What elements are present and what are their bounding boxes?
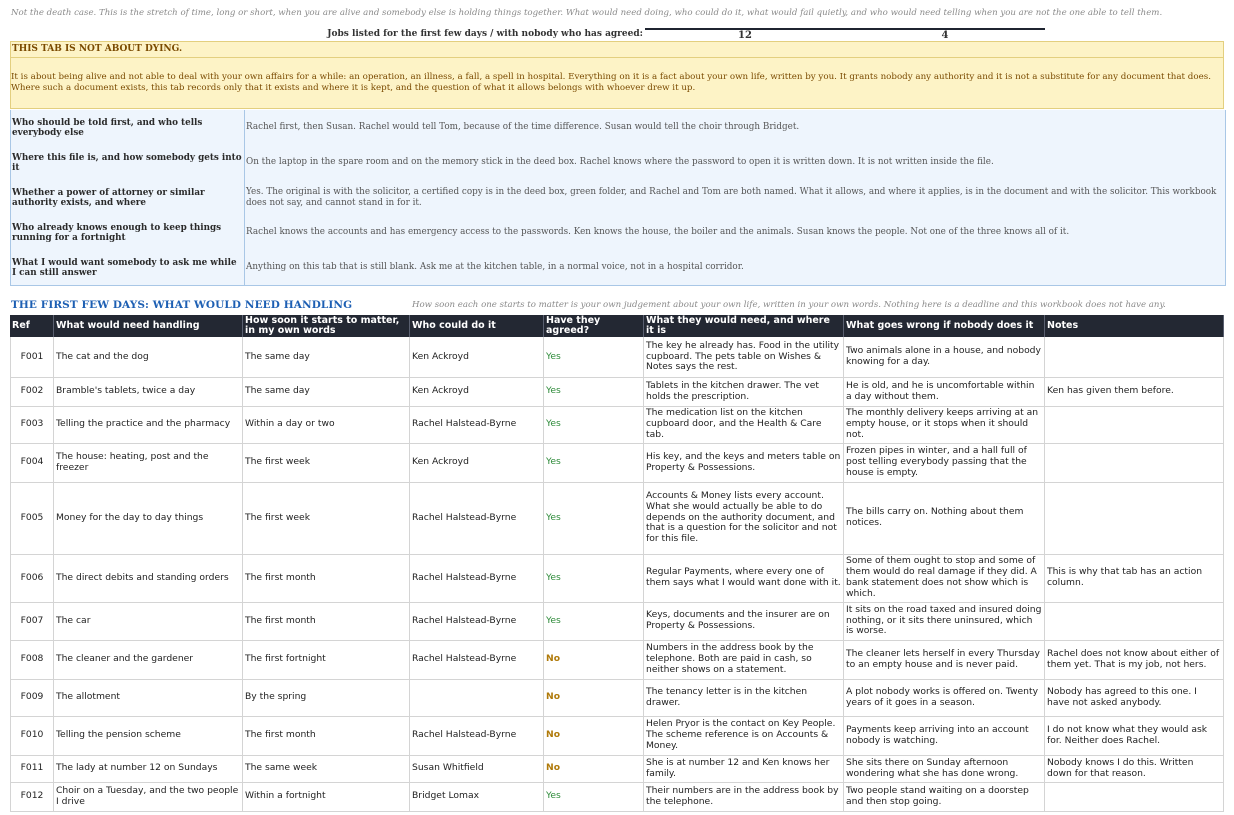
info-row xyxy=(10,145,1226,181)
when-cell[interactable]: Within a fortnight xyxy=(243,782,410,811)
agreed-cell[interactable]: Yes xyxy=(544,782,644,811)
what-cell[interactable]: Telling the practice and the pharmacy xyxy=(54,406,243,443)
what-cell[interactable]: The allotment xyxy=(54,679,243,716)
wrong-cell[interactable]: Frozen pipes in winter, and a hall full of post telling everybody passing that the house is empty. xyxy=(844,443,1045,482)
wrong-cell[interactable]: A plot nobody works is offered on. Twenty years of it goes in a season. xyxy=(844,679,1045,716)
table-row[interactable] xyxy=(10,337,1224,378)
ref-cell[interactable]: F004 xyxy=(10,443,54,482)
agreed-cell[interactable]: Yes xyxy=(544,602,644,640)
wrong-cell[interactable]: Payments keep arriving into an account nobody is watching. xyxy=(844,716,1045,755)
info-answer[interactable]: Rachel first, then Susan. Rachel would tell Tom, because of the time difference. Susan would tell the choir through Bridget. xyxy=(246,122,800,133)
need-cell[interactable]: Helen Pryor is the contact on Key People. The scheme reference is on Accounts & Money. xyxy=(644,716,844,755)
what-cell[interactable]: The lady at number 12 on Sundays xyxy=(54,755,243,782)
who-cell[interactable]: Ken Ackroyd xyxy=(410,443,544,482)
wrong-cell[interactable]: The bills carry on. Nothing about them notices. xyxy=(844,482,1045,554)
section-note: How soon each one starts to matter is your own judgement about your own life, written in your own words. Nothing here is a deadline and this workbook does not have any. xyxy=(412,300,1166,310)
ref-cell[interactable]: F011 xyxy=(10,755,54,782)
section-title: THE FIRST FEW DAYS: WHAT WOULD NEED HANDLING xyxy=(11,299,353,311)
what-cell[interactable]: Bramble's tablets, twice a day xyxy=(54,377,243,406)
agreed-cell[interactable]: No xyxy=(544,716,644,755)
table-row[interactable] xyxy=(10,755,1224,783)
column-header[interactable]: Who could do it xyxy=(410,315,544,337)
count-agreed: 4 xyxy=(941,30,949,41)
column-header[interactable]: What would need handling xyxy=(54,315,243,337)
agreed-cell[interactable]: Yes xyxy=(544,337,644,377)
info-answer[interactable]: Rachel knows the accounts and has emergency access to the passwords. Ken knows the house, the boiler and the animals. Susan knows the people. Not one of the three knows all of it. xyxy=(246,227,1070,238)
agreed-cell[interactable]: No xyxy=(544,679,644,716)
when-cell[interactable]: The first fortnight xyxy=(243,640,410,679)
table-row[interactable] xyxy=(10,554,1224,603)
what-cell[interactable]: Choir on a Tuesday, and the two people I drive xyxy=(54,782,243,811)
notes-cell[interactable]: This is why that tab has an action column. xyxy=(1045,554,1224,602)
table-row[interactable] xyxy=(10,482,1224,555)
when-cell[interactable]: By the spring xyxy=(243,679,410,716)
what-cell[interactable]: The car xyxy=(54,602,243,640)
banner-title: THIS TAB IS NOT ABOUT DYING. xyxy=(11,42,1223,58)
what-cell[interactable]: The cleaner and the gardener xyxy=(54,640,243,679)
need-cell[interactable]: Numbers in the address book by the telephone. Both are paid in cash, so neither shows on a statement. xyxy=(644,640,844,679)
ref-cell[interactable]: F003 xyxy=(10,406,54,443)
need-cell[interactable]: His key, and the keys and meters table on Property & Possessions. xyxy=(644,443,844,482)
ref-cell[interactable]: F010 xyxy=(10,716,54,755)
when-cell[interactable]: The first week xyxy=(243,482,410,554)
column-header[interactable]: Notes xyxy=(1045,315,1224,337)
need-cell[interactable]: The medication list on the kitchen cupboard door, and the Health & Care tab. xyxy=(644,406,844,443)
info-row xyxy=(10,110,1226,146)
notes-cell[interactable] xyxy=(1045,406,1224,443)
when-cell[interactable]: The same day xyxy=(243,377,410,406)
ref-cell[interactable]: F006 xyxy=(10,554,54,602)
need-cell[interactable]: The key he already has. Food in the utility cupboard. The pets table on Wishes & Notes says the rest. xyxy=(644,337,844,377)
who-cell[interactable]: Rachel Halstead-Byrne xyxy=(410,602,544,640)
info-answer[interactable]: On the laptop in the spare room and on the memory stick in the deed box. Rachel knows where the password to open it is written down. It is not written inside the file. xyxy=(246,157,994,168)
table-row[interactable] xyxy=(10,602,1224,641)
ref-cell[interactable]: F008 xyxy=(10,640,54,679)
notes-cell[interactable]: Nobody has agreed to this one. I have not asked anybody. xyxy=(1045,679,1224,716)
who-cell[interactable]: Rachel Halstead-Byrne xyxy=(410,640,544,679)
wrong-cell[interactable]: She sits there on Sunday afternoon wondering what she has done wrong. xyxy=(844,755,1045,782)
column-header[interactable]: What goes wrong if nobody does it xyxy=(844,315,1045,337)
who-cell[interactable]: Rachel Halstead-Byrne xyxy=(410,716,544,755)
when-cell[interactable]: The same week xyxy=(243,755,410,782)
what-cell[interactable]: Telling the pension scheme xyxy=(54,716,243,755)
agreed-cell[interactable]: Yes xyxy=(544,443,644,482)
need-cell[interactable]: She is at number 12 and Ken knows her family. xyxy=(644,755,844,782)
notes-cell[interactable]: I do not know what they would ask for. Neither does Rachel. xyxy=(1045,716,1224,755)
agreed-cell[interactable]: Yes xyxy=(544,554,644,602)
wrong-cell[interactable]: Two people stand waiting on a doorstep and then stop going. xyxy=(844,782,1045,811)
table-row[interactable] xyxy=(10,716,1224,756)
notes-cell[interactable]: Nobody knows I do this. Written down for that reason. xyxy=(1045,755,1224,782)
info-answer[interactable]: Anything on this tab that is still blank. Ask me at the kitchen table, in a normal voice, not in a hospital corridor. xyxy=(246,262,744,273)
table-row[interactable] xyxy=(10,640,1224,680)
notes-cell[interactable] xyxy=(1045,337,1224,377)
info-question: Who already knows enough to keep things running for a fortnight xyxy=(11,215,245,250)
table-row[interactable] xyxy=(10,406,1224,444)
info-question: Where this file is, and how somebody gets into it xyxy=(11,145,245,180)
info-question: Who should be told first, and who tells everybody else xyxy=(11,110,245,145)
notes-cell[interactable] xyxy=(1045,482,1224,554)
info-question: Whether a power of attorney or similar authority exists, and where xyxy=(11,180,245,215)
when-cell[interactable]: The first month xyxy=(243,554,410,602)
agreed-cell[interactable]: Yes xyxy=(544,482,644,554)
need-cell[interactable]: Regular Payments, where every one of them says what I would want done with it. xyxy=(644,554,844,602)
when-cell[interactable]: Within a day or two xyxy=(243,406,410,443)
info-row xyxy=(10,250,1226,286)
wrong-cell[interactable]: The cleaner lets herself in every Thursday to an empty house and is never paid. xyxy=(844,640,1045,679)
wrong-cell[interactable]: Some of them ought to stop and some of them would do real damage if they did. A bank statement does not show which is which. xyxy=(844,554,1045,602)
who-cell[interactable]: Rachel Halstead-Byrne xyxy=(410,482,544,554)
who-cell[interactable]: Susan Whitfield xyxy=(410,755,544,782)
banner-text: It is about being alive and not able to deal with your own affairs for a while: an operation, an illness, a fall, a spell in hospital. Everything on it is a fact about your own life, written by you. It grants nobody any authority and it is not a substitute for any document that does. Where such a document exists, this tab records only that it exists and where it is kept, and the question of what it allows belongs with whoever drew it up. xyxy=(11,72,1211,93)
need-cell[interactable]: The tenancy letter is in the kitchen drawer. xyxy=(644,679,844,716)
count-listed: 12 xyxy=(738,30,752,41)
notes-cell[interactable] xyxy=(1045,443,1224,482)
table-row[interactable] xyxy=(10,443,1224,483)
need-cell[interactable]: Keys, documents and the insurer are on Property & Possessions. xyxy=(644,602,844,640)
wrong-cell[interactable]: It sits on the road taxed and insured doing nothing, or it sits there uninsured, which is worse. xyxy=(844,602,1045,640)
need-cell[interactable]: Accounts & Money lists every account. What she would actually be able to do depends on the authority document, and that is a question for the solicitor and not for this file. xyxy=(644,482,844,554)
wrong-cell[interactable]: Two animals alone in a house, and nobody knowing for a day. xyxy=(844,337,1045,377)
counts-box xyxy=(645,28,1045,40)
who-cell[interactable] xyxy=(410,679,544,716)
column-header[interactable]: How soon it starts to matter, in my own words xyxy=(243,315,410,337)
need-cell[interactable]: Their numbers are in the address book by the telephone. xyxy=(644,782,844,811)
who-cell[interactable]: Bridget Lomax xyxy=(410,782,544,811)
agreed-cell[interactable]: No xyxy=(544,640,644,679)
notes-cell[interactable]: Ken has given them before. xyxy=(1045,377,1224,406)
notes-cell[interactable]: Rachel does not know about either of them yet. That is my job, not hers. xyxy=(1045,640,1224,679)
info-answer[interactable]: Yes. The original is with the solicitor, a certified copy is in the deed box, green folder, and Rachel and Tom are both named. What it allows, and where it applies, is in the document and with the solicitor. This workbook does not say, and cannot stand in for it. xyxy=(246,187,1217,208)
table-row[interactable] xyxy=(10,377,1224,407)
who-cell[interactable]: Rachel Halstead-Byrne xyxy=(410,406,544,443)
wrong-cell[interactable]: He is old, and he is uncomfortable within a day without them. xyxy=(844,377,1045,406)
who-cell[interactable]: Ken Ackroyd xyxy=(410,337,544,377)
who-cell[interactable]: Rachel Halstead-Byrne xyxy=(410,554,544,602)
agreed-cell[interactable]: Yes xyxy=(544,406,644,443)
column-header[interactable]: Ref xyxy=(10,315,54,337)
ref-cell[interactable]: F012 xyxy=(10,782,54,811)
notes-cell[interactable] xyxy=(1045,782,1224,811)
table-row[interactable] xyxy=(10,782,1224,812)
need-cell[interactable]: Tablets in the kitchen drawer. The vet holds the prescription. xyxy=(644,377,844,406)
ref-cell[interactable]: F005 xyxy=(10,482,54,554)
table-row[interactable] xyxy=(10,679,1224,717)
who-cell[interactable]: Ken Ackroyd xyxy=(410,377,544,406)
ref-cell[interactable]: F007 xyxy=(10,602,54,640)
warning-banner xyxy=(10,41,1224,109)
column-header[interactable]: Have they agreed? xyxy=(544,315,644,337)
when-cell[interactable]: The first month xyxy=(243,716,410,755)
when-cell[interactable]: The same day xyxy=(243,337,410,377)
ref-cell[interactable]: F001 xyxy=(10,337,54,377)
what-cell[interactable]: The house: heating, post and the freezer xyxy=(54,443,243,482)
info-row xyxy=(10,180,1226,216)
info-question: What I would want somebody to ask me while I can still answer xyxy=(11,250,245,285)
agreed-cell[interactable]: Yes xyxy=(544,377,644,406)
what-cell[interactable]: The cat and the dog xyxy=(54,337,243,377)
what-cell[interactable]: The direct debits and standing orders xyxy=(54,554,243,602)
intro-text: Not the death case. This is the stretch of time, long or short, when you are alive and somebody else is holding things together. What would need doing, who could do it, what would fail quietly, and who would need telling when you are not the one able to tell them. xyxy=(11,8,1163,18)
counts-label: Jobs listed for the first few days / with nobody who has agreed: xyxy=(327,29,643,39)
agreed-cell[interactable]: No xyxy=(544,755,644,782)
info-row xyxy=(10,215,1226,251)
ref-cell[interactable]: F002 xyxy=(10,377,54,406)
when-cell[interactable]: The first week xyxy=(243,443,410,482)
wrong-cell[interactable]: The monthly delivery keeps arriving at an empty house, or it stops when it should not. xyxy=(844,406,1045,443)
when-cell[interactable]: The first month xyxy=(243,602,410,640)
notes-cell[interactable] xyxy=(1045,602,1224,640)
ref-cell[interactable]: F009 xyxy=(10,679,54,716)
what-cell[interactable]: Money for the day to day things xyxy=(54,482,243,554)
column-header[interactable]: What they would need, and where it is xyxy=(644,315,844,337)
